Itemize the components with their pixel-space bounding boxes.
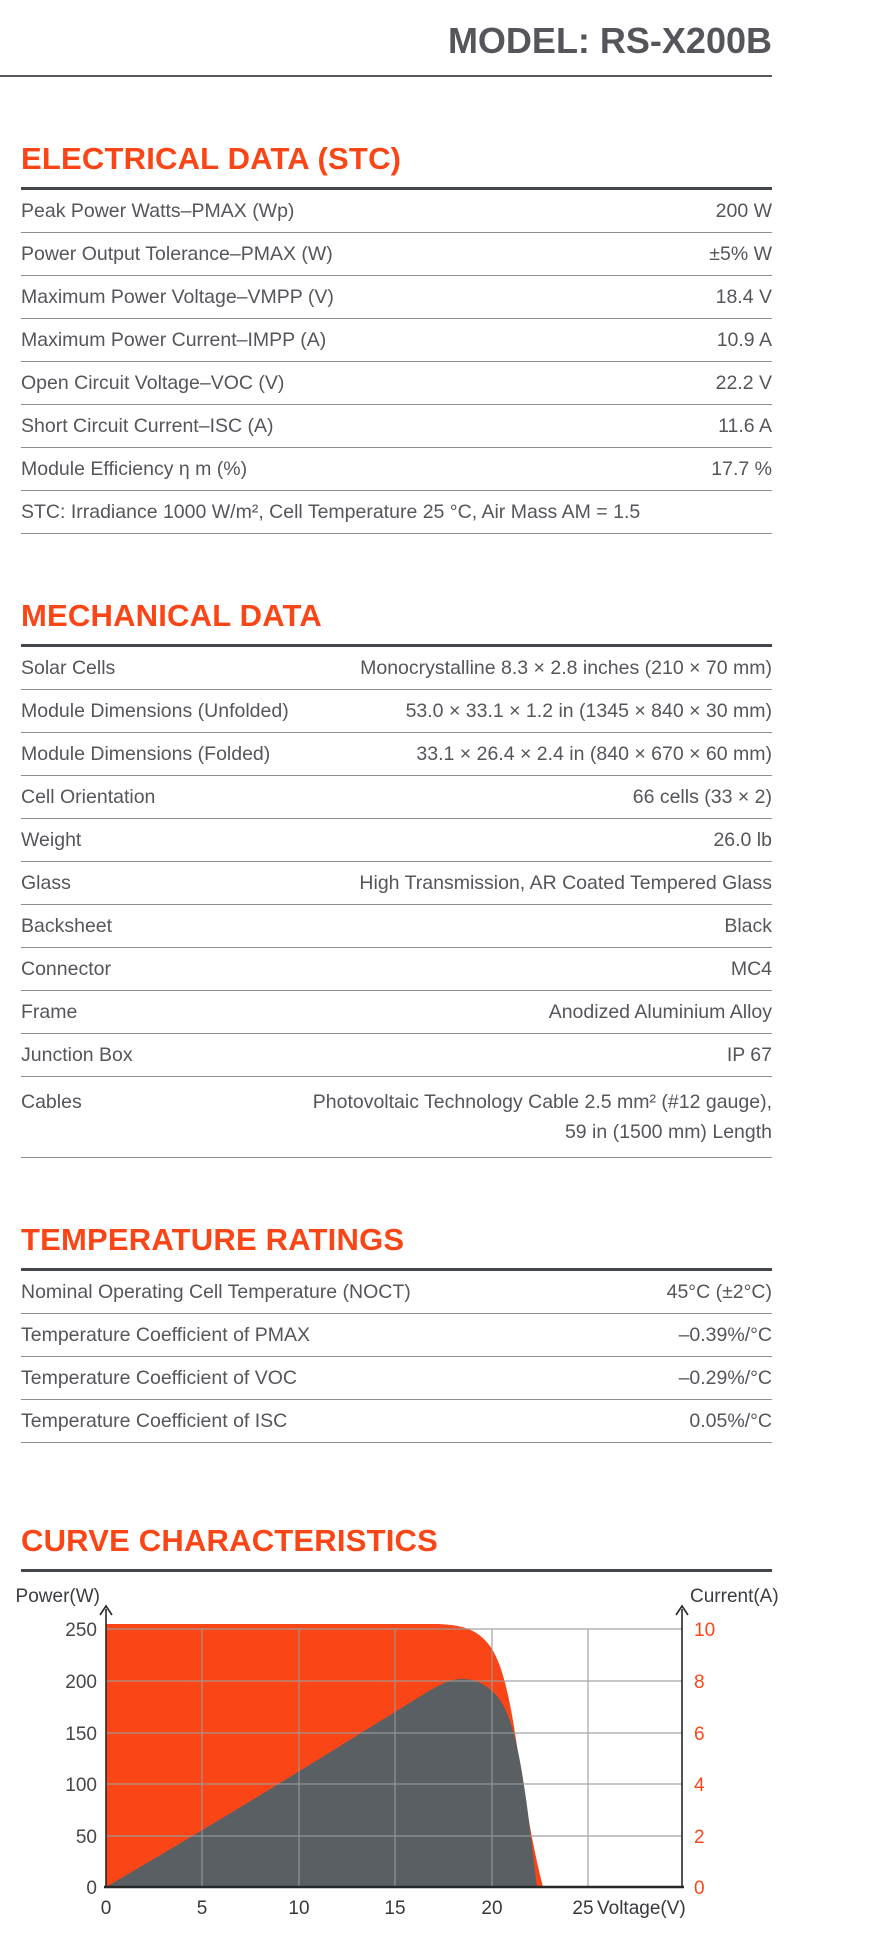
- table-row: [21, 862, 772, 905]
- table-row: [21, 362, 772, 405]
- spec-label: Glass: [21, 872, 71, 894]
- spec-label: Temperature Coefficient of ISC: [21, 1410, 288, 1432]
- power-tick-label: 150: [65, 1724, 97, 1745]
- spec-label: Module Dimensions (Folded): [21, 743, 271, 765]
- spec-label: Short Circuit Current–ISC (A): [21, 415, 274, 437]
- spec-value: 22.2 V: [715, 372, 772, 394]
- spec-value: Monocrystalline 8.3 × 2.8 inches (210 × 70 mm): [360, 657, 772, 679]
- spec-label: Open Circuit Voltage–VOC (V): [21, 372, 285, 394]
- spec-label: Power Output Tolerance–PMAX (W): [21, 243, 333, 265]
- curve-heading-rule: [21, 1569, 772, 1572]
- spec-label: Backsheet: [21, 915, 113, 937]
- cables-value-line1: Photovoltaic Technology Cable 2.5 mm² (#12 gauge),: [312, 1091, 772, 1113]
- voltage-axis-title: Voltage(V): [597, 1898, 686, 1919]
- current-axis-title: Current(A): [690, 1586, 779, 1607]
- table-row: [21, 448, 772, 491]
- voltage-tick-label: 5: [196, 1898, 208, 1919]
- voltage-tick-label: 0: [100, 1898, 112, 1919]
- temperature-section-title: TEMPERATURE RATINGS: [21, 1222, 405, 1257]
- spec-value: ±5% W: [709, 243, 772, 265]
- power-tick-label: 250: [65, 1620, 97, 1641]
- power-tick-label: 50: [75, 1827, 97, 1848]
- iv-pv-chart: [0, 1576, 871, 1947]
- spec-value: 45°C (±2°C): [666, 1281, 772, 1303]
- spec-value: 10.9 A: [716, 329, 772, 351]
- voltage-tick-label: 20: [481, 1898, 503, 1919]
- table-row: [21, 1271, 772, 1314]
- spec-label: Solar Cells: [21, 657, 116, 679]
- current-tick-label: 8: [694, 1672, 705, 1693]
- spec-label: Module Efficiency η m (%): [21, 458, 248, 480]
- power-tick-label: 200: [65, 1672, 97, 1693]
- spec-label: Weight: [21, 829, 82, 851]
- spec-label: Junction Box: [21, 1044, 133, 1066]
- spec-value: 53.0 × 33.1 × 1.2 in (1345 × 840 × 30 mm): [405, 700, 772, 722]
- table-row: [21, 991, 772, 1034]
- table-row: [21, 276, 772, 319]
- spec-label: Maximum Power Voltage–VMPP (V): [21, 286, 334, 308]
- electrical-section-title: ELECTRICAL DATA (STC): [21, 141, 402, 176]
- electrical-table: [21, 187, 772, 534]
- page-header: [0, 0, 772, 77]
- table-row: [21, 319, 772, 362]
- table-row-cables: [21, 1077, 772, 1158]
- voltage-tick-label: 10: [288, 1898, 310, 1919]
- spec-label: Temperature Coefficient of PMAX: [21, 1324, 311, 1346]
- spec-value: –0.29%/°C: [678, 1367, 772, 1389]
- voltage-tick-label: 25: [572, 1898, 594, 1919]
- spec-value: IP 67: [726, 1044, 772, 1066]
- table-row-stc-note: [21, 491, 772, 534]
- spec-value: 33.1 × 26.4 × 2.4 in (840 × 670 × 60 mm): [416, 743, 772, 765]
- table-row: [21, 776, 772, 819]
- model-title: MODEL: RS-X200B: [447, 20, 772, 61]
- voltage-axis-ticks: [101, 1898, 594, 1919]
- curve-section-title: CURVE CHARACTERISTICS: [21, 1523, 438, 1558]
- power-tick-label: 100: [65, 1775, 97, 1796]
- table-row: [21, 1034, 772, 1077]
- current-tick-label: 10: [694, 1620, 716, 1641]
- spec-value: 66 cells (33 × 2): [632, 786, 772, 808]
- power-axis-ticks: [65, 1620, 97, 1899]
- current-tick-label: 4: [694, 1775, 705, 1796]
- table-row: [21, 1357, 772, 1400]
- current-tick-label: 6: [694, 1724, 705, 1745]
- spec-value: Black: [724, 915, 772, 937]
- table-row: [21, 190, 772, 233]
- spec-value: Anodized Aluminium Alloy: [548, 1001, 772, 1023]
- power-tick-label: 0: [86, 1878, 97, 1899]
- current-axis-ticks: [694, 1620, 715, 1899]
- table-row: [21, 647, 772, 690]
- mechanical-table: [21, 644, 772, 1158]
- table-row: [21, 948, 772, 991]
- mechanical-section-title: MECHANICAL DATA: [21, 598, 322, 633]
- spec-value: High Transmission, AR Coated Tempered Glass: [359, 872, 772, 894]
- current-tick-label: 2: [694, 1827, 705, 1848]
- spec-value: 17.7 %: [711, 458, 772, 480]
- spec-value: 11.6 A: [718, 415, 772, 437]
- spec-label: Connector: [21, 958, 111, 980]
- spec-label: Peak Power Watts–PMAX (Wp): [21, 200, 295, 222]
- current-tick-label: 0: [694, 1878, 705, 1899]
- stc-note: STC: Irradiance 1000 W/m², Cell Temperature 25 °C, Air Mass AM = 1.5: [21, 501, 641, 523]
- spec-label: Maximum Power Current–IMPP (A): [21, 329, 327, 351]
- section-electrical: [21, 141, 772, 534]
- iv-pv-chart-svg: [0, 1576, 871, 1942]
- voltage-tick-label: 15: [384, 1898, 406, 1919]
- table-row: [21, 690, 772, 733]
- spec-label: Temperature Coefficient of VOC: [21, 1367, 298, 1389]
- section-temperature: [21, 1222, 772, 1443]
- spec-value: 200 W: [715, 200, 772, 222]
- table-row: [21, 233, 772, 276]
- table-row: [21, 1314, 772, 1357]
- table-row: [21, 1400, 772, 1443]
- table-row: [21, 733, 772, 776]
- spec-value: 18.4 V: [715, 286, 772, 308]
- spec-value: [313, 1087, 772, 1147]
- cables-value-line2: 59 in (1500 mm) Length: [564, 1121, 772, 1143]
- spec-label: Frame: [21, 1001, 78, 1023]
- table-row: [21, 405, 772, 448]
- temperature-table: [21, 1268, 772, 1443]
- spec-value: 26.0 lb: [713, 829, 772, 851]
- spec-value: MC4: [730, 958, 772, 980]
- spec-label: Nominal Operating Cell Temperature (NOCT): [21, 1281, 411, 1303]
- table-row: [21, 819, 772, 862]
- section-curve: [21, 1523, 772, 1572]
- section-mechanical: [21, 598, 772, 1158]
- spec-label: Cables: [21, 1091, 82, 1113]
- spec-label: Cell Orientation: [21, 786, 156, 808]
- spec-value: –0.39%/°C: [678, 1324, 772, 1346]
- power-axis-title: Power(W): [15, 1586, 100, 1607]
- spec-label: Module Dimensions (Unfolded): [21, 700, 289, 722]
- table-row: [21, 905, 772, 948]
- spec-value: 0.05%/°C: [689, 1410, 772, 1432]
